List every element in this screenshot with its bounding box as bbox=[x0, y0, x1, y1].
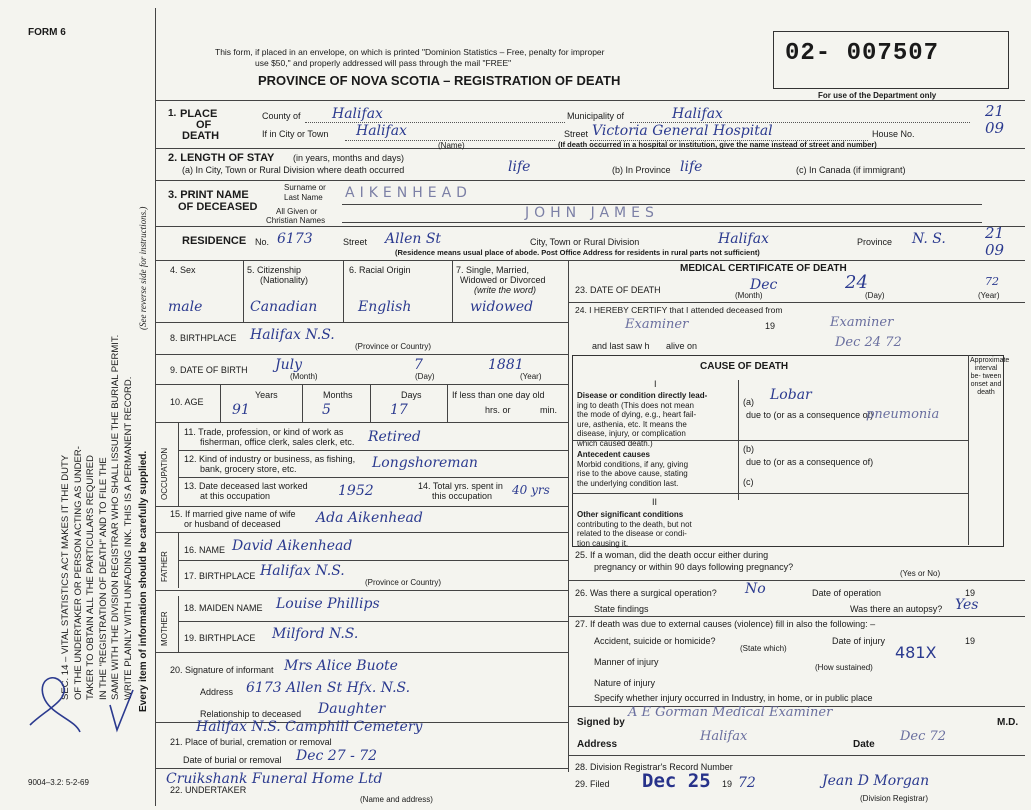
s18-label: 18. MAIDEN NAME bbox=[184, 603, 263, 613]
age-sep-2 bbox=[302, 384, 303, 422]
form-label: FORM 6 bbox=[28, 27, 66, 38]
s2-label: 2. LENGTH OF STAY bbox=[168, 152, 275, 164]
occ-divider-2 bbox=[178, 477, 568, 478]
date-injury-label: Date of injury bbox=[832, 636, 886, 646]
divider-3 bbox=[155, 226, 1025, 227]
s13-label: 13. Date deceased last worked bbox=[184, 481, 308, 491]
cause-divider-2 bbox=[572, 493, 968, 494]
days-label: Days bbox=[401, 390, 422, 400]
divider-7 bbox=[155, 384, 568, 385]
s15b-label: or husband of deceased bbox=[184, 519, 281, 529]
s15-label: 15. If married give name of wife bbox=[170, 509, 296, 519]
father-divider-line bbox=[178, 560, 568, 561]
residence-label: RESIDENCE bbox=[182, 235, 247, 247]
supply-note: Every item of information should be carefully supplied. bbox=[138, 450, 149, 712]
death-day-caption: (Day) bbox=[865, 291, 885, 300]
s14b-label: this occupation bbox=[432, 491, 493, 501]
surname-value: AIKENHEAD bbox=[345, 185, 472, 201]
statute-line: OF THE UNDERTAKER OR PERSON ACTING AS UNDER- bbox=[72, 446, 84, 700]
s4-label: 4. Sex bbox=[170, 265, 196, 275]
date-injury-year: 19 bbox=[965, 636, 976, 646]
autopsy-value: Yes bbox=[955, 597, 979, 613]
s2b-label: (b) In Province bbox=[612, 165, 671, 175]
filed-date-stamp: Dec 25 bbox=[642, 770, 711, 792]
due-to-1: due to (or as a consequence of) bbox=[746, 410, 874, 420]
state-which-caption: (State which) bbox=[740, 644, 787, 653]
line-b-label: (b) bbox=[743, 444, 754, 454]
s6-label: 6. Racial Origin bbox=[349, 265, 411, 275]
res-province-value: N. S. bbox=[912, 231, 946, 247]
municipality-value: Halifax bbox=[672, 106, 723, 122]
christian-label: Christian Names bbox=[266, 216, 326, 225]
s26-label: 26. Was there a surgical operation? bbox=[575, 588, 717, 598]
death-month-value: Dec bbox=[750, 277, 778, 293]
due-to-2: due to (or as a consequence of) bbox=[746, 457, 874, 467]
antecedent-line: Antecedent causes bbox=[577, 450, 650, 459]
dob-day-value: 7 bbox=[414, 357, 423, 373]
other-conditions-block bbox=[577, 510, 692, 548]
med-divider-1 bbox=[568, 302, 1025, 303]
antecedent-block bbox=[577, 450, 688, 488]
given-line bbox=[342, 222, 982, 223]
municipality-label: Municipality of bbox=[567, 111, 625, 121]
hospital-note: (If death occurred in a hospital or institution, give the name instead of street and number) bbox=[558, 140, 877, 149]
accident-label: Accident, suicide or homicide? bbox=[594, 636, 716, 646]
cause-direct-line: disease, injury, or complication bbox=[577, 429, 686, 438]
mother-divider-line bbox=[178, 621, 568, 622]
divider-2 bbox=[155, 180, 1025, 181]
total-years-value: 40 yrs bbox=[512, 483, 550, 497]
s5-label: 5. Citizenship bbox=[247, 265, 302, 275]
left-margin-line bbox=[155, 8, 156, 806]
hrs-label: hrs. or bbox=[485, 405, 511, 415]
s20-label: 20. Signature of informant bbox=[170, 665, 274, 675]
county-value: Halifax bbox=[332, 106, 383, 122]
mother-divider bbox=[178, 596, 179, 652]
cause-direct-line: the mode of dying, e.g., heart fail- bbox=[577, 410, 697, 419]
cause-divider-1 bbox=[572, 440, 968, 441]
s7c-label: (write the word) bbox=[474, 285, 537, 295]
med-date-value: Dec 72 bbox=[900, 729, 947, 744]
s21-label: 21. Place of burial, cremation or removal bbox=[170, 737, 332, 747]
filed-year-prefix: 19 bbox=[722, 779, 733, 789]
informant-address-label: Address bbox=[200, 687, 234, 697]
informant-address-value: 6173 Allen St Hfx. N.S. bbox=[246, 680, 411, 696]
residence-note: (Residence means usual place of abode. Post Office Address for residents in rural parts not sufficient) bbox=[395, 248, 760, 257]
form-title: PROVINCE OF NOVA SCOTIA – REGISTRATION OF DEATH bbox=[258, 73, 621, 88]
s2a-label: (a) In City, Town or Rural Division where death occurred bbox=[182, 165, 405, 175]
statute-line: WRITE PLAINLY WITH UNFADING INK. THIS IS A PERMANENT RECORD. bbox=[122, 376, 134, 700]
signed-by-value: A E Gorman Medical Examiner bbox=[628, 705, 833, 720]
interval-label: Approximate interval be- tween onset and death bbox=[970, 357, 1010, 396]
divider-4 bbox=[155, 260, 1025, 261]
res-no-label: No. bbox=[255, 237, 270, 247]
s5b-label: (Nationality) bbox=[260, 275, 309, 285]
months-label: Months bbox=[323, 390, 353, 400]
med-divider-2 bbox=[568, 580, 1025, 581]
cause-direct-line: ure, asthenia, etc. It means the bbox=[577, 419, 687, 429]
citizenship-value: Canadian bbox=[250, 299, 318, 315]
header-rule bbox=[155, 100, 1025, 101]
division-registrar-caption: (Division Registrar) bbox=[860, 794, 929, 803]
years-label: Years bbox=[255, 390, 278, 400]
racial-origin-value: English bbox=[358, 299, 412, 315]
specify-label: Specify whether injury occurred in Industry, in home, or in public place bbox=[594, 693, 873, 703]
occupation-divider bbox=[178, 422, 179, 506]
sex-value: male bbox=[168, 299, 203, 315]
s11-label: 11. Trade, profession, or kind of work as bbox=[184, 427, 344, 437]
med-address-value: Halifax bbox=[700, 729, 748, 744]
s1-place: PLACE bbox=[180, 108, 218, 120]
cause-direct-line: Disease or condition directly lead- bbox=[577, 391, 708, 400]
cause-direct-line: which caused death.) bbox=[577, 438, 653, 448]
divider-10 bbox=[155, 532, 568, 533]
undertaker-caption: (Name and address) bbox=[360, 795, 433, 804]
street-label: Street bbox=[564, 129, 589, 139]
statute-line: IN THE "REGISTRATION OF DEATH" AND TO FILE THE bbox=[97, 457, 109, 700]
undertaker-value: Cruikshank Funeral Home Ltd bbox=[166, 771, 383, 787]
last-worked-value: 1952 bbox=[338, 483, 374, 499]
divider-11 bbox=[155, 590, 568, 591]
antecedent-line: the underlying condition last. bbox=[577, 478, 679, 488]
last-saw-value: Dec 24 72 bbox=[835, 335, 902, 350]
age-years-value: 91 bbox=[232, 402, 250, 418]
divider-9 bbox=[155, 506, 568, 507]
interval-sep bbox=[968, 355, 969, 545]
cause-a2-value: pneumonia bbox=[866, 407, 940, 422]
s1-of: OF bbox=[196, 119, 212, 131]
other-line: related to the disease or condi- bbox=[577, 529, 687, 538]
given-names-value: JOHN JAMES bbox=[525, 205, 659, 221]
date-op-year: 19 bbox=[965, 588, 976, 598]
county-line bbox=[305, 122, 565, 123]
s12-label: 12. Kind of industry or business, as fishing, bbox=[184, 454, 356, 464]
department-use-label: For use of the Department only bbox=[818, 91, 937, 100]
mother-maiden-value: Louise Phillips bbox=[276, 596, 380, 612]
statute-line: TAKER TO OBTAIN ALL THE PARTICULARS REQUIRED bbox=[85, 455, 96, 700]
mother-label: MOTHER bbox=[160, 611, 169, 646]
nature-label: Nature of injury bbox=[594, 678, 656, 688]
divider-5 bbox=[155, 322, 568, 323]
s14-label: 14. Total yrs. spent in bbox=[418, 481, 503, 491]
registrar-signature: Jean D Morgan bbox=[822, 773, 930, 789]
column-divider bbox=[568, 260, 569, 772]
antecedent-line: Morbid conditions, if any, giving bbox=[577, 459, 689, 469]
relationship-value: Daughter bbox=[318, 701, 386, 717]
attended-year: 19 bbox=[765, 321, 776, 331]
res-city-value: Halifax bbox=[718, 231, 769, 247]
divider-12 bbox=[155, 652, 568, 653]
col-sep-1 bbox=[243, 260, 244, 322]
res-province-label: Province bbox=[857, 237, 893, 247]
s1-number: 1. bbox=[168, 108, 177, 119]
father-birthplace-caption: (Province or Country) bbox=[365, 578, 442, 587]
spouse-value: Ada Aikenhead bbox=[316, 510, 423, 526]
occ-divider-1 bbox=[178, 450, 568, 451]
s8-label: 8. BIRTHPLACE bbox=[170, 333, 237, 343]
attended-from-value: Examiner bbox=[625, 317, 689, 332]
s27-label: 27. If death was due to external causes (violence) fill in also the following: – bbox=[575, 619, 876, 629]
s12b-label: bank, grocery store, etc. bbox=[200, 464, 297, 474]
divider-6 bbox=[155, 354, 568, 355]
yes-no-caption: (Yes or No) bbox=[900, 569, 941, 578]
mother-birthplace-value: Milford N.S. bbox=[272, 626, 359, 642]
registration-number: 02- 007507 bbox=[785, 40, 940, 67]
min-label: min. bbox=[540, 405, 558, 415]
father-name-value: David Aikenhead bbox=[232, 538, 353, 554]
s19-label: 19. BIRTHPLACE bbox=[184, 633, 256, 643]
given-label: All Given or bbox=[276, 207, 318, 216]
street-value: Victoria General Hospital bbox=[592, 123, 773, 139]
surname-label: Surname or bbox=[284, 183, 326, 192]
divider-8 bbox=[155, 422, 568, 423]
s1-death: DEATH bbox=[182, 130, 220, 142]
cause-direct-line: ing to death (This does not mean bbox=[577, 400, 694, 410]
col-sep-2 bbox=[343, 260, 344, 322]
birthplace-caption: (Province or Country) bbox=[355, 342, 432, 351]
s25b-label: pregnancy or within 90 days following pregnancy? bbox=[594, 562, 794, 572]
s11b-label: fisherman, office clerk, sales clerk, etc. bbox=[200, 437, 355, 447]
line-a-label: (a) bbox=[743, 397, 754, 407]
death-day-value: 24 bbox=[845, 272, 868, 293]
less-day-label: If less than one day old bbox=[452, 390, 545, 400]
dob-day-caption: (Day) bbox=[415, 372, 435, 381]
s2-units: (in years, months and days) bbox=[293, 153, 405, 163]
autopsy-label: Was there an autopsy? bbox=[850, 604, 943, 614]
stay-city-value: life bbox=[508, 159, 531, 175]
med-date-label: Date bbox=[853, 739, 875, 750]
burial-place-value: Halifax N.S. Camphill Cemetery bbox=[196, 719, 423, 735]
mail-notice-line-1: This form, if placed in an envelope, on which is printed "Dominion Statistics – Free, penalty for improper bbox=[215, 47, 605, 57]
dept-code-2: 09 bbox=[985, 119, 1005, 137]
informant-value: Mrs Alice Buote bbox=[284, 658, 398, 674]
s24b-alive-label: alive on bbox=[666, 341, 698, 351]
house-no-label: House No. bbox=[872, 129, 915, 139]
relationship-label: Relationship to deceased bbox=[200, 709, 302, 719]
occupation-label: OCCUPATION bbox=[160, 447, 169, 500]
burial-date-value: Dec 27 - 72 bbox=[296, 748, 378, 764]
father-birthplace-value: Halifax N.S. bbox=[260, 563, 345, 579]
instructions-note: (See reverse side for instructions.) bbox=[138, 206, 148, 330]
s3b-label: OF DECEASED bbox=[178, 201, 258, 213]
attended-to-value: Examiner bbox=[830, 315, 894, 330]
med-address-label: Address bbox=[577, 739, 618, 750]
s17-label: 17. BIRTHPLACE bbox=[184, 571, 256, 581]
s24-label: 24. I HEREBY CERTIFY that I attended deceased from bbox=[575, 305, 783, 315]
other-line: tion causing it. bbox=[577, 538, 629, 548]
s16-label: 16. NAME bbox=[184, 545, 226, 555]
s29-label: 29. Filed bbox=[575, 779, 610, 789]
dept-code-1: 21 bbox=[985, 102, 1005, 120]
res-city-label: City, Town or Rural Division bbox=[530, 237, 640, 247]
surgery-value: No bbox=[745, 581, 766, 597]
age-months-value: 5 bbox=[322, 402, 331, 418]
age-sep-4 bbox=[447, 384, 448, 422]
industry-value: Longshoreman bbox=[372, 455, 478, 471]
last-name-label: Last Name bbox=[284, 193, 323, 202]
city-label: If in City or Town bbox=[262, 129, 329, 139]
print-code: 9004–3.2: 5-2-69 bbox=[28, 778, 89, 787]
county-label: County of bbox=[262, 111, 301, 121]
how-sustained-caption: (How sustained) bbox=[815, 663, 873, 672]
antecedent-line: rise to the above cause, stating bbox=[577, 469, 688, 478]
md-label: M.D. bbox=[997, 717, 1019, 728]
s7b-label: Widowed or Divorced bbox=[460, 275, 546, 285]
res-no-value: 6173 bbox=[277, 231, 313, 247]
dob-year-value: 1881 bbox=[488, 357, 524, 373]
statute-line: SEC. 14 – VITAL STATISTICS ACT MAKES IT THE DUTY bbox=[60, 454, 71, 700]
cause-title: CAUSE OF DEATH bbox=[700, 361, 789, 372]
s10-label: 10. AGE bbox=[170, 397, 204, 407]
father-label: FATHER bbox=[160, 551, 169, 582]
s24b-label: and last saw h bbox=[592, 341, 650, 351]
med-divider-5 bbox=[568, 755, 1025, 756]
s28-label: 28. Division Registrar's Record Number bbox=[575, 762, 733, 772]
trade-value: Retired bbox=[368, 429, 421, 445]
res-code-1: 21 bbox=[985, 224, 1005, 242]
name-caption: (Name) bbox=[438, 141, 465, 150]
roman-ii: II bbox=[652, 497, 658, 507]
birthplace-value: Halifax N.S. bbox=[250, 327, 335, 343]
state-findings-label: State findings bbox=[594, 604, 649, 614]
s7-label: 7. Single, Married, bbox=[456, 265, 530, 275]
dob-year-caption: (Year) bbox=[520, 372, 542, 381]
statute-line: SAME WITH THE DIVISION REGISTRAR WHO SHALL ISSUE THE BURIAL PERMIT. bbox=[110, 334, 121, 700]
age-sep-1 bbox=[220, 384, 221, 422]
surname-line bbox=[342, 204, 982, 205]
code-481x: 481X bbox=[895, 643, 937, 662]
s21b-label: Date of burial or removal bbox=[183, 755, 282, 765]
s2c-label: (c) In Canada (if immigrant) bbox=[796, 165, 906, 175]
line-c-label: (c) bbox=[743, 477, 754, 487]
date-op-label: Date of operation bbox=[812, 588, 882, 598]
s25-label: 25. If a woman, did the death occur either during bbox=[575, 550, 769, 560]
filed-year-value: 72 bbox=[738, 775, 756, 791]
death-month-caption: (Month) bbox=[735, 291, 763, 300]
check-mark-scribble bbox=[15, 640, 135, 740]
s3-label: 3. PRINT NAME bbox=[168, 189, 249, 201]
divider-14 bbox=[155, 768, 568, 769]
dob-month-caption: (Month) bbox=[290, 372, 318, 381]
s22-label: 22. UNDERTAKER bbox=[170, 785, 247, 795]
mail-notice-line-2: use $50," and properly addressed will pass through the mail "FREE" bbox=[255, 58, 512, 68]
death-year-value: 72 bbox=[985, 275, 999, 288]
age-days-value: 17 bbox=[390, 402, 408, 418]
medical-title: MEDICAL CERTIFICATE OF DEATH bbox=[680, 263, 847, 274]
age-sep-3 bbox=[370, 384, 371, 422]
col-sep-3 bbox=[452, 260, 453, 322]
manner-label: Manner of injury bbox=[594, 657, 659, 667]
city-value: Halifax bbox=[356, 123, 407, 139]
death-year-caption: (Year) bbox=[978, 291, 1000, 300]
cause-a-value: Lobar bbox=[770, 387, 812, 403]
marital-value: widowed bbox=[470, 299, 534, 315]
other-line: contributing to the death, but not bbox=[577, 519, 692, 529]
roman-i: I bbox=[654, 379, 657, 389]
s23-label: 23. DATE OF DEATH bbox=[575, 285, 661, 295]
s9-label: 9. DATE OF BIRTH bbox=[170, 365, 248, 375]
signed-by-label: Signed by bbox=[577, 717, 625, 728]
res-street-value: Allen St bbox=[385, 231, 442, 247]
res-street-label: Street bbox=[343, 237, 368, 247]
dob-month-value: July bbox=[275, 357, 303, 373]
res-code-2: 09 bbox=[985, 241, 1005, 259]
s13b-label: at this occupation bbox=[200, 491, 271, 501]
stay-province-value: life bbox=[680, 159, 703, 175]
other-line: Other significant conditions bbox=[577, 510, 684, 519]
med-divider-3 bbox=[568, 616, 1025, 617]
